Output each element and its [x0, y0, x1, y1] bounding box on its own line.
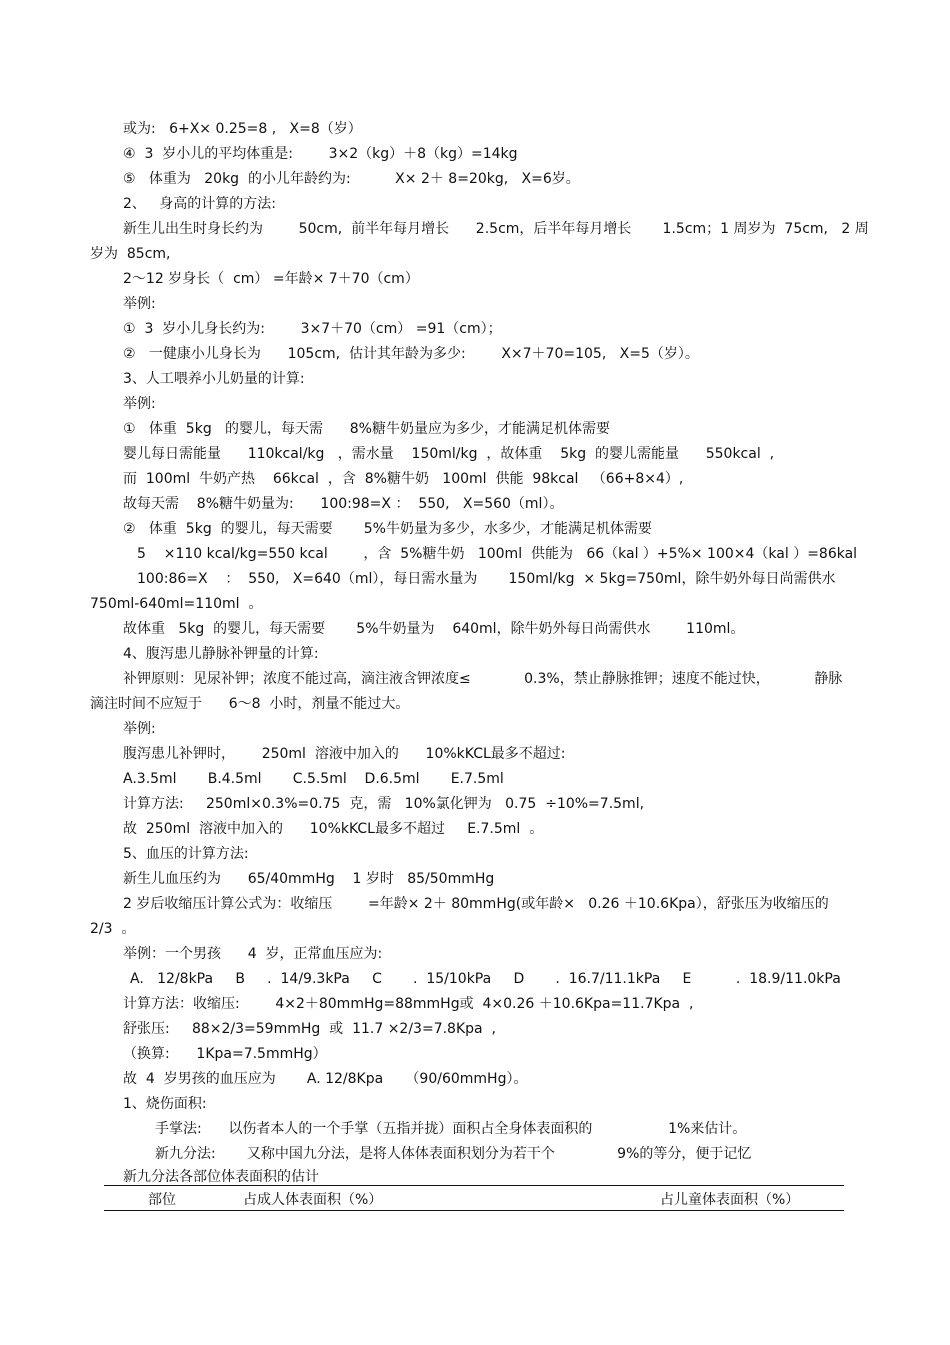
text-line: 举例:	[123, 396, 156, 412]
section-heading: 5、血压的计算方法:	[123, 846, 249, 862]
table-header-adult: 占成人体表面积（%）	[243, 1192, 383, 1208]
text-line: 2/3 。	[90, 921, 136, 937]
answer-options: A.3.5ml B.4.5ml C.5.5ml D.6.5ml E.7.5ml	[123, 771, 504, 787]
text-line: 补钾原则：见尿补钾；浓度不能过高，滴注液含钾浓度≤ 0.3%，禁止静脉推钾；速度不能过快， 静脉	[123, 671, 843, 687]
text-line: 新九分法: 又称中国九分法，是将人体体表面积划分为若干个 9%的等分，便于记忆	[155, 1146, 752, 1162]
section-heading: 1、烧伤面积:	[123, 1096, 207, 1112]
table-caption: 新九分法各部位体表面积的估计	[123, 1169, 319, 1185]
text-line: 5 ×110 kcal/kg=550 kcal ，含 5%糖牛奶 100ml 供能为 66（kal ）+5%× 100×4（kal ）=86kal	[137, 546, 858, 562]
text-line: ① 体重 5kg 的婴儿，每天需 8%糖牛奶量应为多少，才能满足机体需要	[123, 421, 610, 437]
text-line: （换算: 1Kpa=7.5mmHg）	[123, 1046, 327, 1062]
table-top-rule	[104, 1185, 844, 1186]
text-line: 滴注时间不应短于 6～8 小时，剂量不能过大。	[90, 696, 410, 712]
text-line: 故 4 岁男孩的血压应为 A. 12/8Kpa （90/60mmHg）。	[123, 1071, 528, 1087]
text-line: 举例:	[123, 296, 156, 312]
answer-options: A. 12/8kPa B . 14/9.3kPa C . 15/10kPa D . 16.7/11.1kPa E . 18.9/11.0kPa	[130, 971, 841, 987]
text-line: 婴儿每日需能量 110kcal/kg ，需水量 150ml/kg ，故体重 5kg 的婴儿需能量 550kcal ,	[123, 446, 775, 462]
text-line: ② 一健康小儿身长为 105cm, 估计其年龄为多少: X×7＋70=105, X=5（岁）。	[123, 346, 699, 362]
text-line: 新生儿出生时身长约为 50cm, 前半年每月增长 2.5cm，后半年每月增长 1.5cm；1 周岁为 75cm, 2 周	[123, 221, 869, 237]
text-line: 故体重 5kg 的婴儿，每天需要 5%牛奶量为 640ml，除牛奶外每日尚需供水 110ml。	[123, 621, 745, 637]
formula-line: 2～12 岁身长（ cm） =年龄× 7＋70（cm）	[123, 271, 419, 287]
text-line: 2 岁后收缩压计算公式为：收缩压 =年龄× 2＋ 80mmHg(或年龄× 0.26 ＋10.6Kpa），舒张压为收缩压的	[123, 896, 829, 912]
text-line: 计算方法：收缩压: 4×2＋80mmHg=88mmHg或 4×0.26 ＋10.6Kpa=11.7Kpa ,	[123, 996, 694, 1012]
text-line: ⑤ 体重为 20kg 的小儿年龄约为: X× 2＋ 8=20kg, X=6岁。	[123, 171, 580, 187]
text-line: 举例:	[123, 721, 156, 737]
text-line: 或为: 6+X× 0.25=8 , X=8（岁）	[123, 121, 362, 137]
text-line: 舒张压: 88×2/3=59mmHg 或 11.7 ×2/3=7.8Kpa ,	[123, 1021, 496, 1037]
section-heading: 3、人工喂养小儿奶量的计算:	[123, 371, 305, 387]
text-line: 手掌法: 以伤者本人的一个手掌（五指并拢）面积占全身体表面积的 1%来估计。	[155, 1121, 747, 1137]
text-line: 岁为 85cm,	[90, 246, 171, 262]
text-line: ④ 3 岁小儿的平均体重是: 3×2（kg）＋8（kg）=14kg	[123, 146, 518, 162]
text-line: 而 100ml 牛奶产热 66kcal ，含 8%糖牛奶 100ml 供能 98kcal （66+8×4）,	[123, 471, 684, 487]
text-line: 故每天需 8%糖牛奶量为: 100:98=X ： 550, X=560（ml）。	[123, 496, 564, 512]
text-line: 举例：一个男孩 4 岁，正常血压应为:	[123, 946, 383, 962]
text-line: 计算方法: 250ml×0.3%=0.75 克，需 10%氯化钾为 0.75 ÷10%=7.5ml,	[123, 796, 645, 812]
section-heading: 2、 身高的计算的方法:	[123, 196, 276, 212]
section-heading: 4、腹泻患儿静脉补钾量的计算:	[123, 646, 319, 662]
table-header-rule	[104, 1210, 844, 1211]
text-line: ② 体重 5kg 的婴儿，每天需要 5%牛奶量为多少，水多少，才能满足机体需要	[123, 521, 652, 537]
text-line: 新生儿血压约为 65/40mmHg 1 岁时 85/50mmHg	[123, 871, 495, 887]
table-header-child: 占儿童体表面积（%）	[660, 1192, 800, 1208]
text-line: 故 250ml 溶液中加入的 10%kKCL最多不超过 E.7.5ml 。	[123, 821, 544, 837]
text-line: 100:86=X ： 550, X=640（ml），每日需水量为 150ml/kg × 5kg=750ml，除牛奶外每日尚需供水	[137, 571, 836, 587]
text-line: ① 3 岁小儿身长约为: 3×7＋70（cm） =91（cm）；	[123, 321, 502, 337]
table-header-part: 部位	[148, 1192, 176, 1208]
text-line: 腹泻患儿补钾时， 250ml 溶液中加入的 10%kKCL最多不超过:	[123, 746, 566, 762]
text-line: 750ml-640ml=110ml 。	[90, 596, 263, 612]
